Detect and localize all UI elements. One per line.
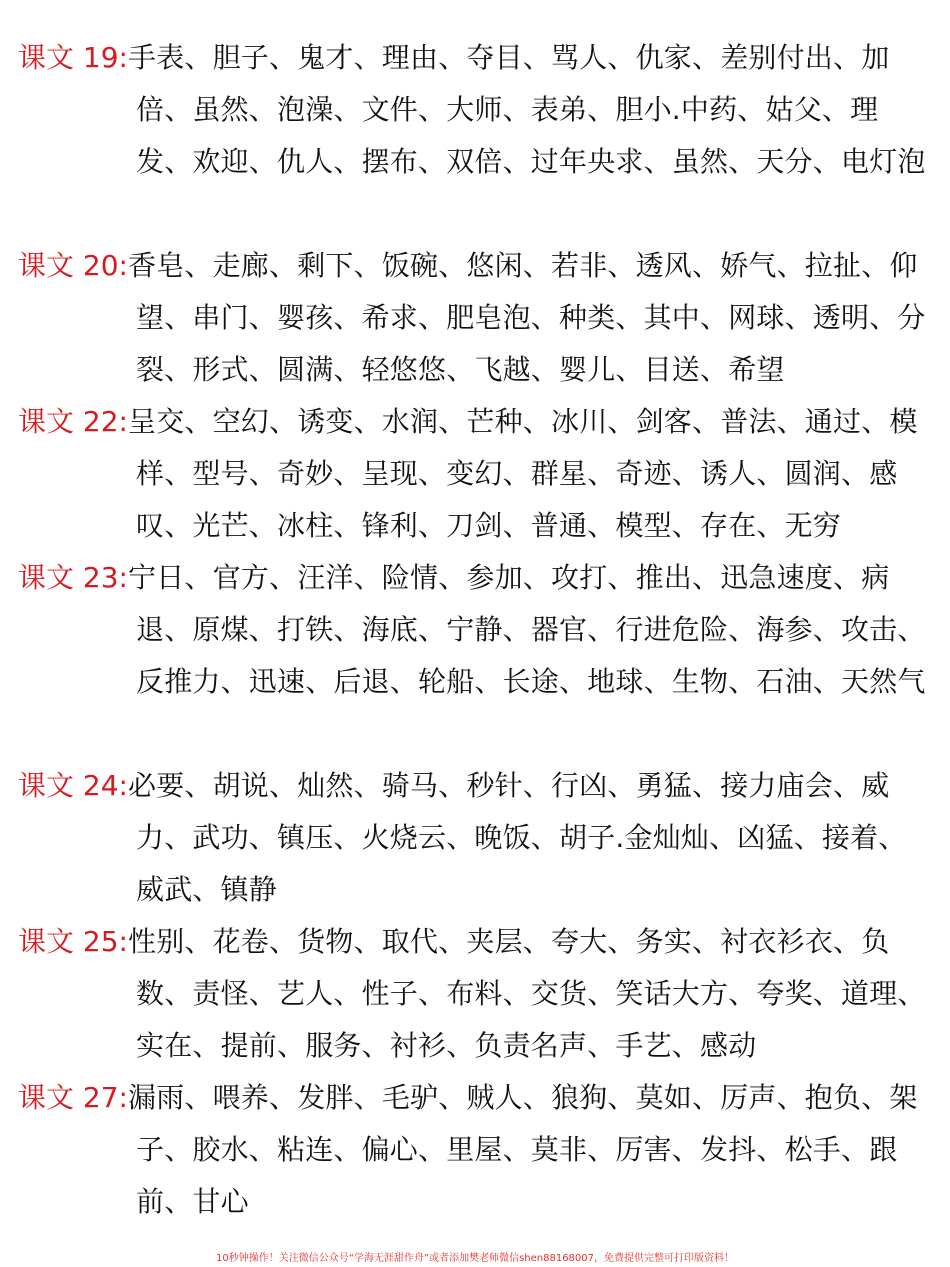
lesson-label: 课文 20: [18, 249, 128, 282]
lesson-19 [0, 32, 950, 240]
lesson-word-list: 宁日、官方、汪洋、险情、参加、攻打、推出、迅急速度、病退、原煤、打铁、海底、宁静、器官、行进危险、海参、攻击、反推力、迅速、后退、轮船、长途、地球、生物、石油、天然气 [128, 561, 926, 698]
lesson-label: 课文 27: [18, 1081, 128, 1114]
lesson-25 [0, 916, 950, 1072]
lesson-20 [0, 240, 950, 396]
lesson-22 [0, 396, 950, 552]
lesson-23 [0, 552, 950, 760]
lesson-word-list: 漏雨、喂养、发胖、毛驴、贼人、狼狗、莫如、厉声、抱负、架子、胶水、粘连、偏心、里屋、莫非、厉害、发抖、松手、跟前、甘心 [128, 1081, 918, 1218]
lesson-27 [0, 1072, 950, 1228]
lesson-word-list: 香皂、走廊、剩下、饭碗、悠闲、若非、透风、娇气、拉扯、仰望、串门、婴孩、希求、肥皂泡、种类、其中、网球、透明、分裂、形式、圆满、轻悠悠、飞越、婴儿、目送、希望 [128, 249, 926, 386]
lesson-label: 课文 22: [18, 405, 128, 438]
lesson-label: 课文 24: [18, 769, 128, 802]
lesson-word-list: 呈交、空幻、诱变、水润、芒种、冰川、剑客、普法、通过、模样、型号、奇妙、呈现、变幻、群星、奇迹、诱人、圆润、感叹、光芒、冰柱、锋利、刀剑、普通、模型、存在、无穷 [128, 405, 918, 542]
lesson-24 [0, 760, 950, 916]
lesson-label: 课文 25: [18, 925, 128, 958]
lesson-word-list: 性别、花卷、货物、取代、夹层、夸大、务实、衬衣衫衣、负数、责怪、艺人、性子、布料、交货、笑话大方、夸奖、道理、实在、提前、服务、衬衫、负责名声、手艺、感动 [128, 925, 926, 1062]
lesson-label: 课文 23: [18, 561, 128, 594]
lesson-label: 课文 19: [18, 41, 128, 74]
lesson-word-list: 必要、胡说、灿然、骑马、秒针、行凶、勇猛、接力庙会、威力、武功、镇压、火烧云、晚饭、胡子.金灿灿、凶猛、接着、威武、镇静 [128, 769, 907, 906]
footer-promo-note: 10秒钟操作！关注微信公众号“学海无涯甜作舟”或者添加樊老师微信shen88168007，免费提供完整可打印版资料！ [215, 1253, 735, 1264]
lesson-word-list: 手表、胆子、鬼才、理由、夺目、骂人、仇家、差别付出、加倍、虽然、泡澡、文件、大师、表弟、胆小.中药、姑父、理发、欢迎、仇人、摆布、双倍、过年央求、虽然、天分、电灯泡 [128, 41, 926, 178]
